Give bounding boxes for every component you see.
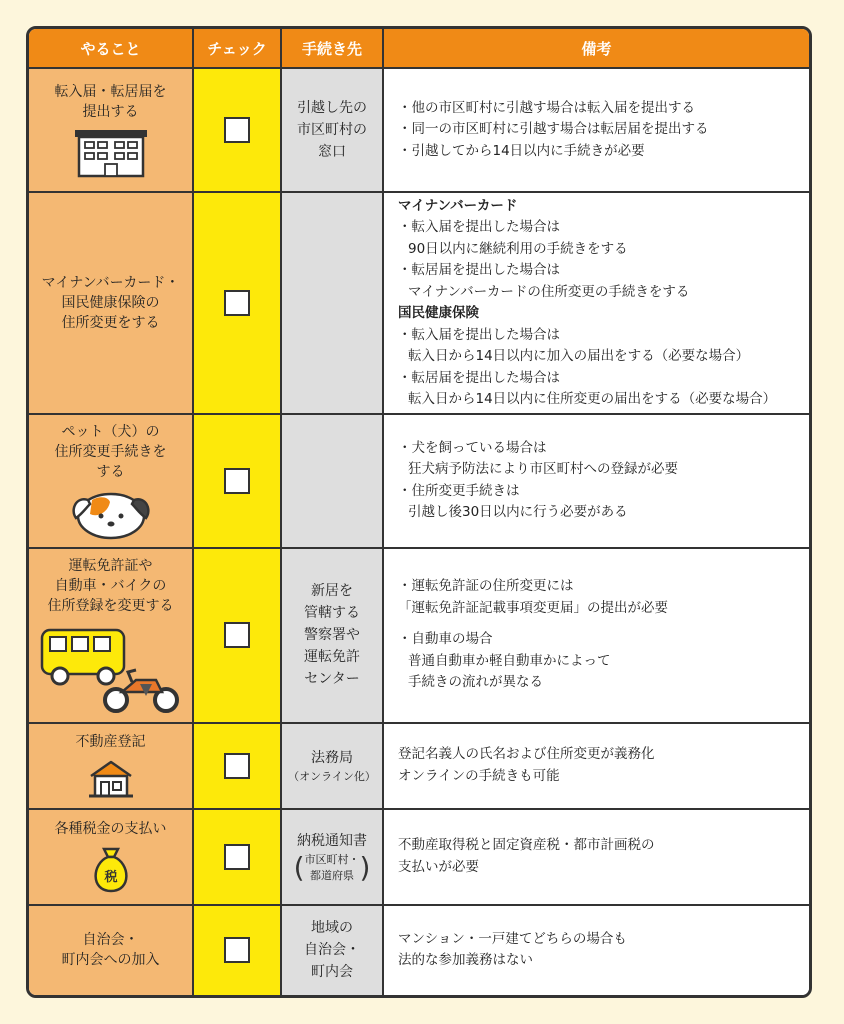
checkbox-6[interactable] bbox=[224, 844, 250, 870]
table-row bbox=[29, 192, 809, 414]
check-cell bbox=[193, 414, 281, 547]
where-cell: 法務局 （オンライン化） bbox=[281, 723, 383, 809]
table-row bbox=[29, 809, 809, 905]
notes-cell: 登記名義人の氏名および住所変更が義務化 オンラインの手続きも可能 bbox=[383, 723, 809, 809]
tax-icon-label: 税 bbox=[103, 869, 118, 885]
check-cell bbox=[193, 192, 281, 414]
notes-cell: 不動産取得税と固定資産税・都市計画税の 支払いが必要 bbox=[383, 809, 809, 905]
notes-cell: マイナンバーカード ・転入届を提出した場合は 90日以内に継続利用の手続きをする ・転居届を提出した場合は マイナンバーカードの住所変更の手続きをする 国民健康保険 ・転入届を提出した場合は 転入日から14日以内に加入の届出をする（必要な場合） ・転居届を提出した場合は 転入日から14日以内に住所変更の届出をする（必要な場合） bbox=[383, 192, 809, 414]
task-cell: 各種税金の支払い 税 bbox=[29, 809, 193, 905]
task-cell: マイナンバーカード・ 国民健康保険の 住所変更をする bbox=[29, 192, 193, 414]
task-cell: 運転免許証や 自動車・バイクの 住所登録を変更する bbox=[29, 548, 193, 723]
check-cell bbox=[193, 905, 281, 995]
table-row bbox=[29, 905, 809, 995]
house-registry-icon bbox=[85, 758, 137, 800]
dog-icon bbox=[68, 488, 154, 540]
task-cell: 自治会・ 町内会への加入 bbox=[29, 905, 193, 995]
notes-cell: ・他の市区町村に引越す場合は転入届を提出する ・同一の市区町村に引越す場合は転居届を提出する ・引越してから14日以内に手続きが必要 bbox=[383, 68, 809, 192]
where-cell: 納税通知書 ( 市区町村・ 都道府県 ) bbox=[281, 809, 383, 905]
check-cell bbox=[193, 809, 281, 905]
checkbox-4[interactable] bbox=[224, 622, 250, 648]
task-cell: ペット（犬）の 住所変更手続きを する bbox=[29, 414, 193, 547]
procedure-checklist-table bbox=[26, 26, 812, 998]
check-cell bbox=[193, 548, 281, 723]
checkbox-3[interactable] bbox=[224, 468, 250, 494]
table-row bbox=[29, 548, 809, 723]
check-cell bbox=[193, 68, 281, 192]
table-row bbox=[29, 414, 809, 547]
checkbox-7[interactable] bbox=[224, 937, 250, 963]
header-where: 手続き先 bbox=[281, 29, 383, 68]
table-row bbox=[29, 68, 809, 192]
header-check: チェック bbox=[193, 29, 281, 68]
where-cell bbox=[281, 192, 383, 414]
where-cell: 新居を 管轄する 警察署や 運転免許 センター bbox=[281, 548, 383, 723]
table-row bbox=[29, 723, 809, 809]
notes-cell: マンション・一戸建てどちらの場合も 法的な参加義務はない bbox=[383, 905, 809, 995]
car-and-motorcycle-icon bbox=[36, 622, 186, 714]
checkbox-5[interactable] bbox=[224, 753, 250, 779]
notes-cell: ・犬を飼っている場合は 狂犬病予防法により市区町村への登録が必要 ・住所変更手続きは 引越し後30日以内に行う必要がある bbox=[383, 414, 809, 547]
office-building-icon bbox=[71, 128, 151, 178]
notes-cell: ・運転免許証の住所変更には 「運転免許証記載事項変更届」の提出が必要 ・自動車の場合 普通自動車か軽自動車かによって 手続きの流れが異なる bbox=[383, 548, 809, 723]
check-cell bbox=[193, 723, 281, 809]
where-cell: 引越し先の 市区町村の 窓口 bbox=[281, 68, 383, 192]
task-cell: 転入届・転居届を 提出する bbox=[29, 68, 193, 192]
header-task: やること bbox=[29, 29, 193, 68]
where-cell bbox=[281, 414, 383, 547]
where-cell: 地域の 自治会・ 町内会 bbox=[281, 905, 383, 995]
header-notes: 備考 bbox=[383, 29, 809, 68]
checkbox-1[interactable] bbox=[224, 117, 250, 143]
tax-money-bag-icon bbox=[88, 845, 134, 895]
task-cell: 不動産登記 bbox=[29, 723, 193, 809]
checkbox-2[interactable] bbox=[224, 290, 250, 316]
